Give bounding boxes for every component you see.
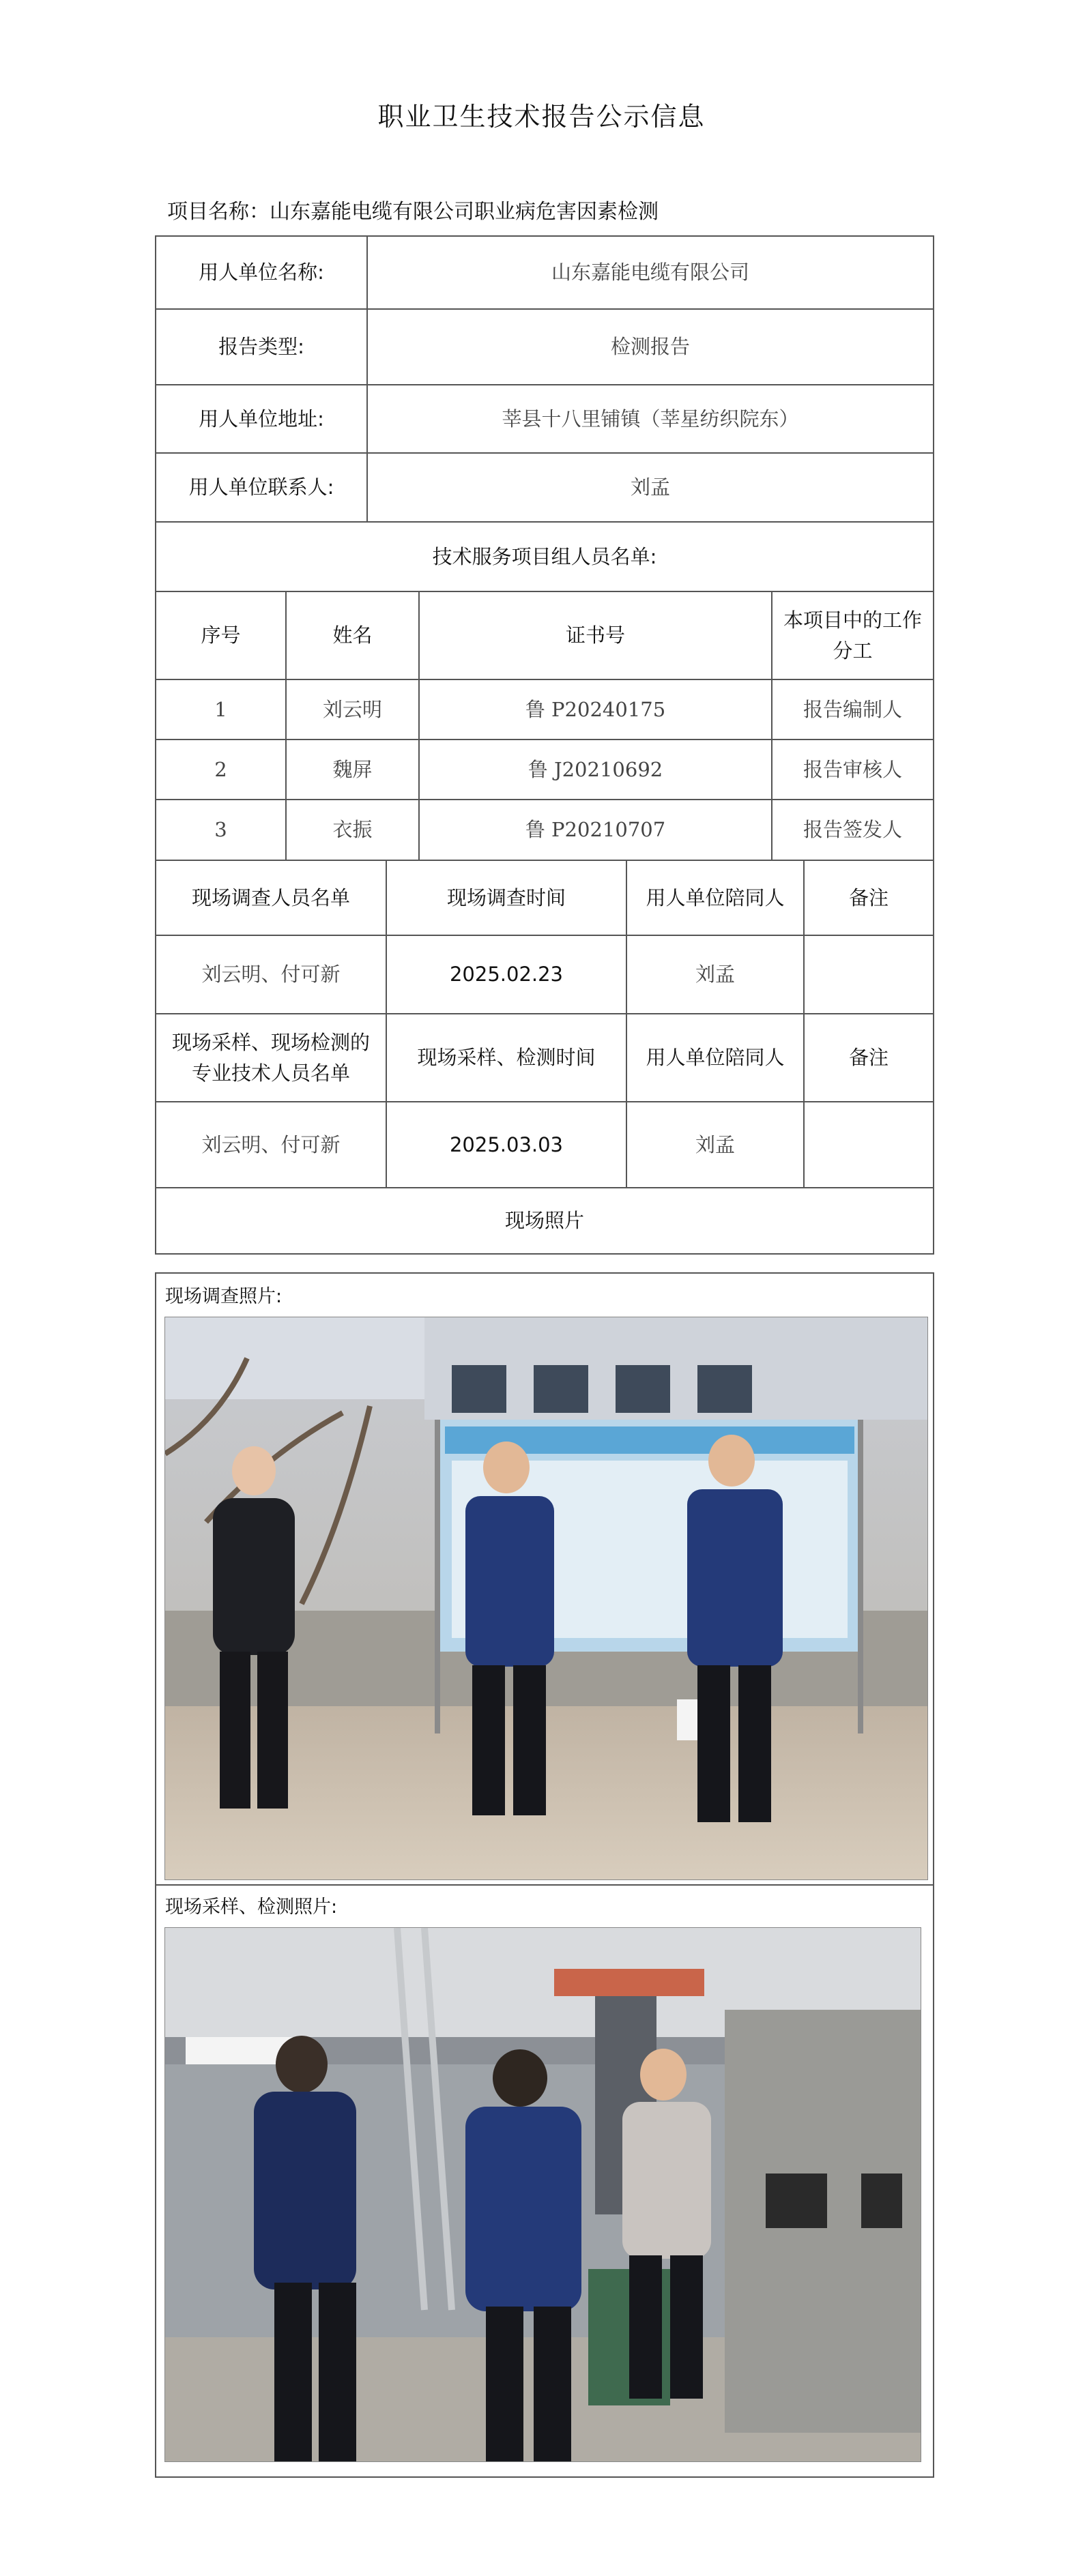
address-value: 莘县十八里铺镇（莘星纺织院东）	[502, 407, 799, 430]
team-row-cert: 鲁 P20240175	[525, 697, 666, 721]
survey-time: 2025.02.23	[449, 963, 564, 986]
unit-name-label: 用人单位名称:	[199, 261, 324, 284]
sampling-header-escort: 用人单位陪同人	[646, 1046, 785, 1070]
team-row-role: 报告审核人	[803, 757, 902, 781]
sampling-escort: 刘孟	[695, 1132, 735, 1156]
survey-header-escort: 用人单位陪同人	[646, 886, 785, 909]
unit-name-value: 山东嘉能电缆有限公司	[551, 261, 749, 284]
sampling-photo-label: 现场采样、检测照片:	[165, 1897, 338, 1918]
team-row-role: 报告编制人	[803, 697, 902, 721]
team-title: 技术服务项目组人员名单:	[432, 544, 657, 568]
address-label: 用人单位地址:	[199, 407, 324, 430]
team-row-name: 衣振	[332, 818, 373, 842]
team-row-name: 魏屏	[332, 757, 373, 781]
project-name: 项目名称：山东嘉能电缆有限公司职业病危害因素检测	[167, 200, 659, 224]
survey-note	[805, 936, 933, 1013]
survey-staff: 刘云明、付可新	[201, 963, 341, 986]
survey-escort: 刘孟	[695, 963, 735, 986]
team-header-role: 本项目中的工作分工	[783, 608, 922, 662]
survey-photo	[164, 1317, 928, 1880]
survey-header-staff: 现场调查人员名单	[191, 886, 350, 909]
survey-header-time: 现场调查时间	[446, 886, 566, 909]
team-row-name: 刘云明	[322, 697, 382, 721]
photos-title: 现场照片	[504, 1209, 584, 1233]
sampling-photo	[164, 1927, 921, 2462]
survey-header-note: 备注	[848, 886, 889, 909]
page-title: 职业卫生技术报告公示信息	[377, 102, 706, 132]
contact-value: 刘孟	[630, 475, 670, 499]
report-type-value: 检测报告	[610, 335, 690, 359]
sampling-time: 2025.03.03	[449, 1132, 564, 1156]
sampling-note	[805, 1102, 933, 1187]
sampling-header-staff: 现场采样、现场检测的专业技术人员名单	[171, 1030, 370, 1085]
sampling-header-note: 备注	[848, 1046, 889, 1070]
team-row-cert: 鲁 P20210707	[525, 818, 666, 842]
report-type-label: 报告类型:	[218, 335, 304, 359]
sampling-header-time: 现场采样、检测时间	[417, 1046, 596, 1070]
team-row-no: 1	[214, 697, 227, 721]
team-header-name: 姓名	[332, 624, 373, 647]
sampling-staff: 刘云明、付可新	[201, 1132, 341, 1156]
survey-photo-label: 现场调查照片:	[165, 1286, 283, 1307]
team-row-no: 3	[214, 818, 227, 842]
team-row-role: 报告签发人	[803, 818, 902, 842]
team-row-cert: 鲁 J20210692	[528, 757, 663, 781]
team-header-cert: 证书号	[565, 624, 625, 647]
team-row-no: 2	[214, 757, 227, 781]
contact-label: 用人单位联系人:	[188, 475, 334, 499]
team-header-no: 序号	[201, 624, 241, 647]
